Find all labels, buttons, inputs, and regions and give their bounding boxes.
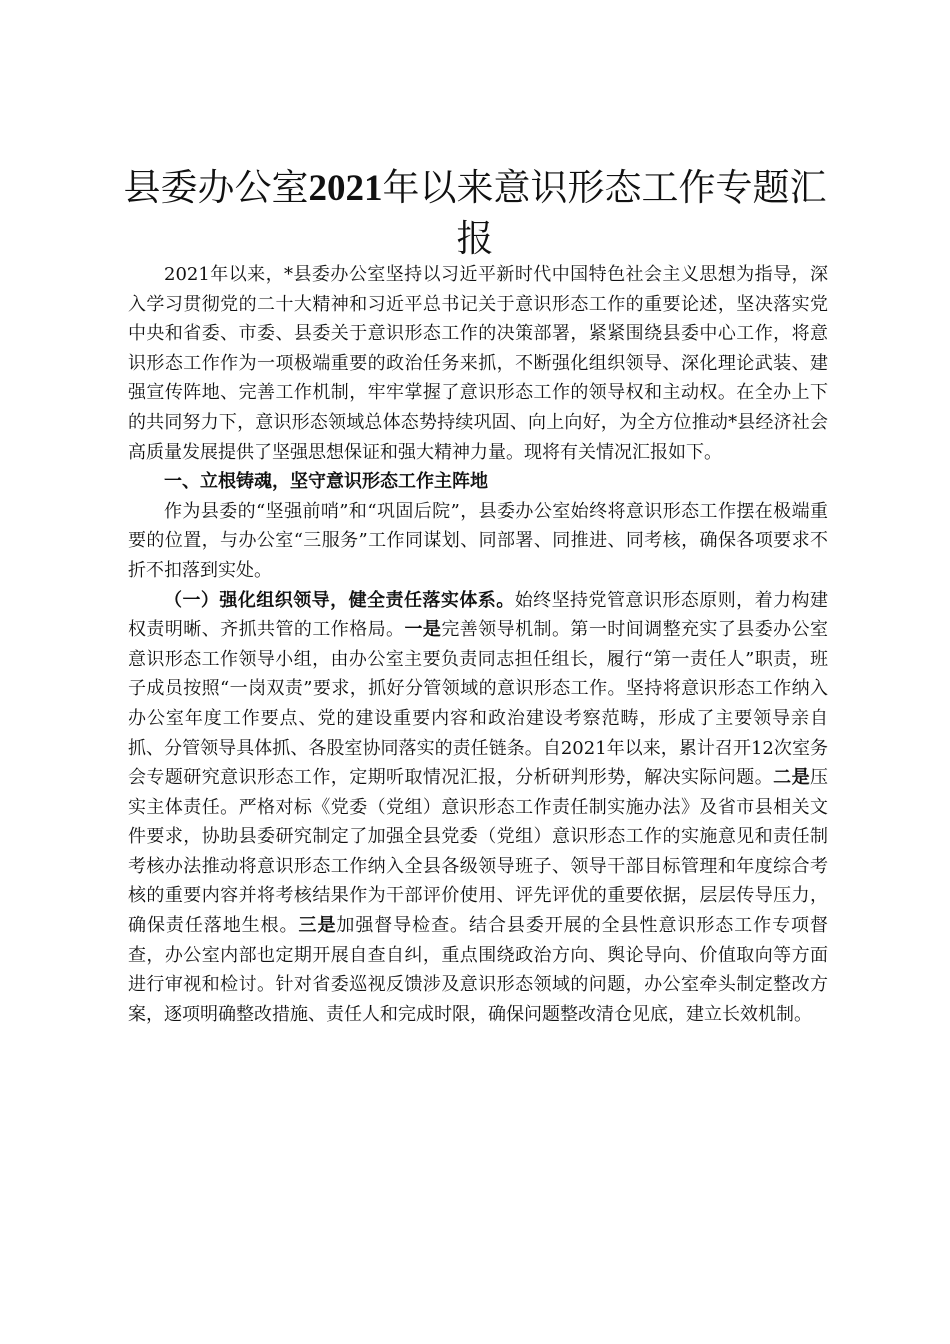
subsection-1-text-3: 压实主体责任。严格对标《党委（党组）意识形态工作责任制实施办法》及省市县相关文件要求，协助县委研究制定了加强全县党委（党组）意识形态工作的实施意见和责任制考核办法推动将意识形态工作纳入全县各级领导班子、领导干部目标管理和年度综合考核的重要内容并将考核结果作为干部评价使用、评先评优的重要依据，层层传导压力，确保责任落地生根。	[128, 767, 829, 937]
subsection-1-paragraph	[128, 586, 828, 1030]
document-body	[128, 260, 828, 1029]
title-year: 2021	[308, 168, 383, 209]
document-title	[118, 163, 832, 264]
section-1-heading: 一、立根铸魂，坚守意识形态工作主阵地	[164, 471, 488, 493]
subsection-1-lead: （一）强化组织领导，健全责任落实体系。	[164, 589, 515, 611]
title-part-1: 县委办公室	[123, 166, 309, 209]
point-marker-3: 三是	[298, 915, 337, 937]
section-1-paragraph: 作为县委的“坚强前哨”和“巩固后院”，县委办公室始终将意识形态工作摆在极端重要的位置，与办公室“三服务”工作同谋划、同部署、同推进、同考核，确保各项要求不折不扣落到实处。	[128, 500, 828, 581]
intro-paragraph: 2021年以来，*县委办公室坚持以习近平新时代中国特色社会主义思想为指导，深入学习贯彻党的二十大精神和习近平总书记关于意识形态工作的重要论述，坚决落实党中央和省委、市委、县委关于意识形态工作的决策部署，紧紧围绕县委中心工作，将意识形态工作作为一项极端重要的政治任务来抓，不断强化组织领导、深化理论武装、建强宣传阵地、完善工作机制，牢牢掌握了意识形态工作的领导权和主动权。在全办上下的共同努力下，意识形态领域总体态势持续巩固、向上向好，为全方位推动*县经济社会高质量发展提供了坚强思想保证和强大精神力量。现将有关情况汇报如下。	[128, 264, 828, 463]
subsection-1-text-1: 始终坚持党管意识形态原则，着力构建权责明晰、齐抓共管的工作格局。	[128, 589, 829, 641]
subsection-1-text-4: 加强督导检查。结合县委开展的全县性意识形态工作专项督查，办公室内部也定期开展自查自纠，重点围绕政治方向、舆论导向、价值取向等方面进行审视和检讨。针对省委巡视反馈涉及意识形态领域的问题，办公室牵头制定整改方案，逐项明确整改措施、责任人和完成时限，确保问题整改清仓见底，建立长效机制。	[128, 915, 828, 1025]
title-part-2: 年以来意识形态工作专题汇报	[382, 166, 827, 260]
point-marker-2: 二是	[773, 767, 811, 789]
point-marker-1: 一是	[404, 619, 442, 641]
subsection-1-text-2: 完善领导机制。第一时间调整充实了县委办公室意识形态工作领导小组，由办公室主要负责同志担任组长，履行“第一责任人”职责，班子成员按照“一岗双责”要求，抓好分管领域的意识形态工作。坚持将意识形态工作纳入办公室年度工作要点、党的建设重要内容和政治建设考察范畴，形成了主要领导亲自抓、分管领导具体抓、各股室协同落实的责任链条。自2021年以来，累计召开12次室务会专题研究意识形态工作，定期听取情况汇报，分析研判形势，解决实际问题。	[128, 619, 829, 789]
